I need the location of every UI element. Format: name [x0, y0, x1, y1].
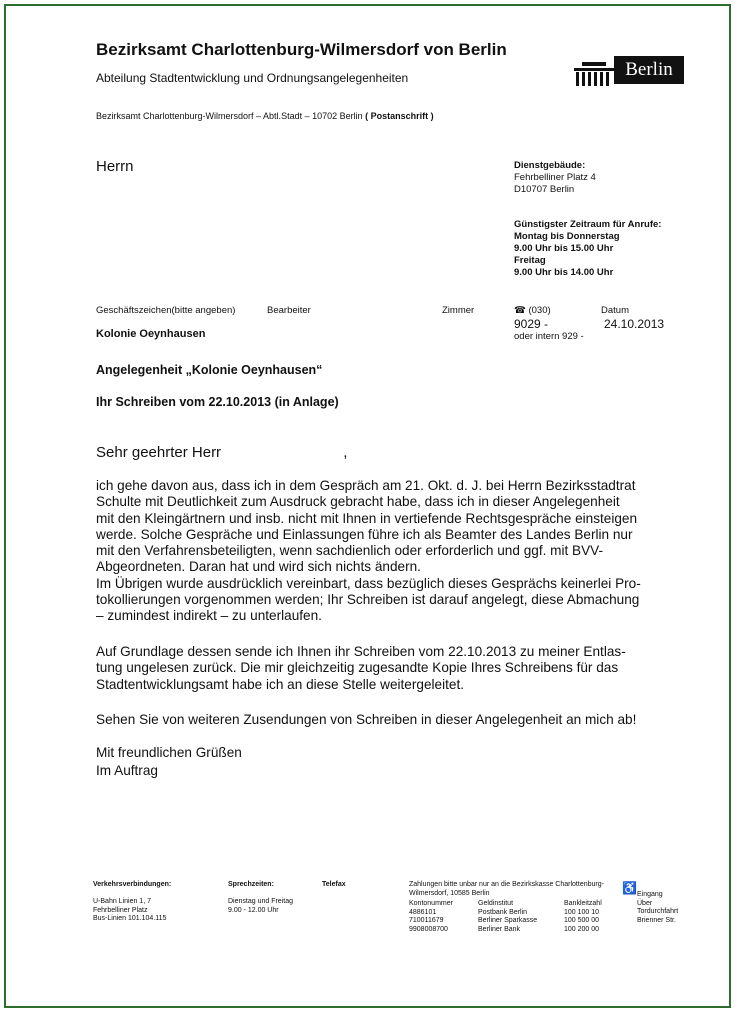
room-label: Zimmer	[442, 305, 475, 316]
bank-code: 100 200 00	[564, 925, 600, 933]
paragraph-3: Sehen Sie von weiteren Zusendungen von Schreiben in dieser Angelegenheit an mich ab!	[96, 712, 637, 727]
footer-payment	[409, 881, 604, 898]
footer-access	[637, 891, 678, 925]
department-subtitle: Abteilung Stadtentwicklung und Ordnungsangelegenheiten	[96, 71, 409, 85]
building-line-1: Fehrbelliner Platz 4	[514, 172, 596, 183]
subject-line-2: Ihr Schreiben vom 22.10.2013 (in Anlage)	[96, 395, 339, 409]
bank-name: Berliner Sparkasse	[478, 917, 538, 924]
salutation-comma: ,	[343, 444, 348, 461]
paragraph-2-line: Auf Grundlage dessen sende ich Ihnen ihr Schreiben vom 22.10.2013 zu meiner Entlas-	[96, 644, 626, 659]
account-header: Kontonummer	[409, 900, 453, 907]
paragraph-1-line: Schulte mit Deutlichkeit zum Ausdruck gebracht habe, dass ich in dieser Angelegenheit	[96, 494, 620, 510]
account-number: 710011679	[409, 917, 444, 924]
footer-transport	[93, 881, 171, 924]
phone-internal: oder intern 929 -	[514, 331, 584, 342]
date-value: 24.10.2013	[604, 317, 665, 331]
paragraph-1-line: Im Übrigen wurde ausdrücklich vereinbart, dass bezüglich dieses Gesprächs keinerlei Pro-	[96, 575, 641, 591]
account-number: 9908008700	[409, 925, 448, 933]
reference-label: Geschäftszeichen(bitte angeben)	[96, 305, 236, 316]
postal-address	[96, 111, 434, 121]
account-number: 4886101	[409, 908, 437, 916]
paragraph-1-line: tokollierungen vorgenommen werden; Ihr Schreiben ist darauf angelegt, diese Abmachung	[96, 592, 640, 608]
paragraph-1-line: mit den Verfahrensbeteiligten, wenn sachdienlich oder erforderlich und ggf. mit BVV-	[96, 543, 604, 559]
access-line: Eingang	[637, 891, 663, 898]
building-label: Dienstgebäude:	[514, 160, 586, 171]
logo-text: Berlin	[614, 56, 684, 84]
call-time-line-3: Freitag	[514, 255, 546, 266]
phone-value: 9029 -	[514, 317, 549, 331]
clerk-label: Bearbeiter	[267, 305, 311, 316]
date-label: Datum	[601, 305, 629, 316]
paragraph-1	[96, 478, 686, 625]
payment-intro: Zahlungen bitte unbar nur an die Bezirkskasse Charlottenburg-	[409, 881, 604, 888]
transport-line: Fehrbelliner Platz	[93, 906, 148, 914]
phone-icon: ☎	[514, 305, 526, 316]
office-title: Bezirksamt Charlottenburg-Wilmersdorf von Berlin	[96, 40, 507, 59]
paragraph-2-line: Stadtentwicklungsamt habe ich an diese Stelle weitergeleitet.	[96, 676, 465, 692]
bank-name: Postbank Berlin	[478, 908, 528, 916]
berlin-bear-logo-icon	[574, 56, 686, 90]
transport-label: Verkehrsverbindungen:	[93, 881, 172, 888]
paragraph-2-line: tung ungelesen zurück. Die mir gleichzeitig zugesandte Kopie Ihres Schreibens für das	[96, 660, 619, 676]
call-time-line-2: 9.00 Uhr bis 15.00 Uhr	[514, 243, 614, 254]
paragraph-1-line: – zumindest indirekt – zu unterlaufen.	[96, 608, 322, 624]
transport-line: Bus-Linien 101.104.115	[93, 915, 167, 922]
phone-label: (030)	[528, 305, 551, 316]
postal-line: Bezirksamt Charlottenburg-Wilmersdorf – Abtl.Stadt – 10702 Berlin	[96, 111, 363, 121]
transport-line: U-Bahn Linien 1, 7	[93, 898, 151, 905]
access-line: Über	[637, 899, 653, 907]
bank-name: Berliner Bank	[478, 925, 521, 933]
wheelchair-icon: ♿	[622, 881, 637, 895]
footer-codes	[564, 900, 602, 934]
access-line: Tordurchfahrt	[637, 908, 679, 915]
logo-bars-icon	[574, 62, 614, 88]
fax-label: Telefax	[322, 881, 346, 888]
bank-code: 100 500 00	[564, 917, 600, 924]
hours-label: Sprechzeiten:	[228, 881, 274, 888]
paragraph-2	[96, 644, 686, 693]
footer-fax	[322, 881, 346, 890]
hours-line: 9.00 - 12.00 Uhr	[228, 906, 279, 914]
closing-line-1: Mit freundlichen Grüßen	[96, 745, 242, 760]
letter-salutation	[96, 444, 347, 461]
paragraph-1-line: mit den Kleingärtnern und insb. nicht mit Ihnen in vertiefende Rechtsgespräche einsteigen	[96, 510, 638, 526]
building-line-2: D10707 Berlin	[514, 184, 575, 195]
subject-line-1: Angelegenheit „Kolonie Oeynhausen“	[96, 363, 323, 377]
salutation-text: Sehr geehrter Herr	[96, 444, 222, 461]
paragraph-1-line: ich gehe davon aus, dass ich in dem Gespräch am 21. Okt. d. J. bei Herrn Bezirksstadtrat	[96, 478, 636, 493]
call-time-line-1: Montag bis Donnerstag	[514, 231, 620, 242]
hours-line: Dienstag und Freitag	[228, 898, 293, 905]
access-line: Brienner Str.	[637, 916, 676, 924]
call-time-label: Günstigster Zeitraum für Anrufe:	[514, 219, 662, 230]
payment-intro: Wilmersdorf, 10585 Berlin	[409, 889, 490, 897]
paragraph-1-line: werde. Solche Gespräche und Einlassungen führe ich als Beamter des Landes Berlin nur	[96, 526, 633, 542]
closing-line-2: Im Auftrag	[96, 763, 158, 778]
bank-header: Geldinstitut	[478, 900, 514, 907]
footer-accounts	[409, 900, 453, 934]
reference-value: Kolonie Oeynhausen	[96, 328, 206, 340]
call-time-line-4: 9.00 Uhr bis 14.00 Uhr	[514, 267, 614, 278]
recipient-salutation: Herrn	[96, 158, 134, 175]
bank-code: 100 100 10	[564, 908, 600, 916]
postal-tag: ( Postanschrift )	[365, 111, 434, 121]
code-header: Bankleitzahl	[564, 900, 602, 907]
phone-block	[514, 305, 551, 316]
footer-banks	[478, 900, 537, 934]
paragraph-1-line: Abgeordneten. Daran hat und wird sich nichts ändern.	[96, 559, 421, 575]
footer-hours	[228, 881, 293, 915]
